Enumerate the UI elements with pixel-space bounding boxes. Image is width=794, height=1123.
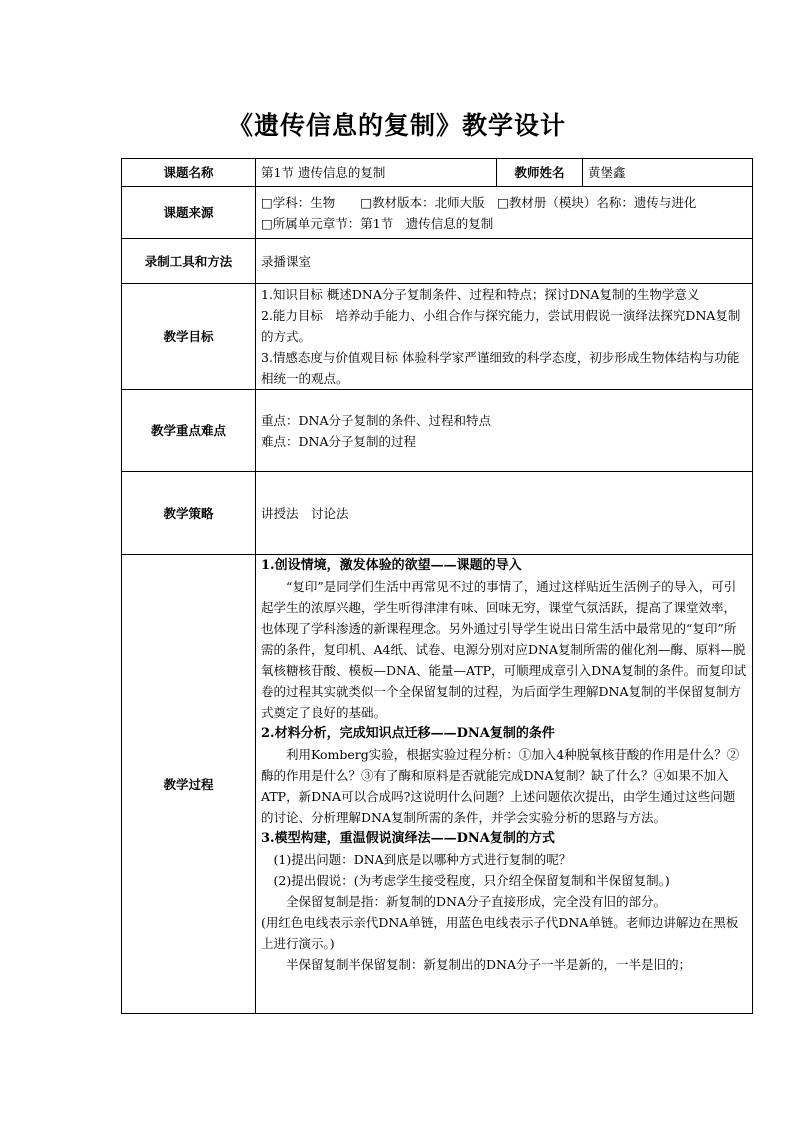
process-semi-conservative: 半保留复制半保留复制：新复制出的DNA分子一半是新的，一半是旧的； (286, 957, 691, 972)
source-value (256, 187, 753, 239)
row-strategy (122, 472, 753, 555)
strategy-label: 教学策略 (122, 472, 256, 555)
row-goals (122, 284, 753, 390)
row-process (122, 555, 753, 1014)
process-full-conservative: 全保留复制是指：新复制的DNA分子直接形成，完全没有旧的部分。 (286, 894, 666, 909)
row-source (122, 187, 753, 239)
strategy-value: 讲授法 讨论法 (256, 472, 753, 555)
process-paragraph-2: 利用Komberg实验，根据实验过程分析：①加入4种脱氧核苷酸的作用是什么？②酶的作用是什么？③有了酶和原料是否就能完成DNA复制？缺了什么？④如果不加入ATP，新DNA可以合成吗?这说明什么问题？上述问题依次提出，由学生通过这些问题的讨论、分析理解DNA复制所需的条件，并学会实验分析的思路与方法。 (261, 747, 740, 825)
process-demo-note: (用红色电线表示亲代DNA单链，用蓝色电线表示子代DNA单链。老师边讲解边在黑板上进行演示。) (261, 915, 739, 951)
process-heading-3: 3.模型构建，重温假说演绎法——DNA复制的方式 (261, 831, 555, 846)
teacher-value: 黄堡鑫 (583, 159, 753, 187)
keypoint-text: 重点：DNA分子复制的条件、过程和特点 (261, 412, 491, 428)
process-question: (1)提出问题：DNA到底是以哪种方式进行复制的呢？ (273, 852, 572, 867)
process-heading-2: 2.材料分析，完成知识点迁移——DNA复制的条件 (261, 726, 555, 741)
process-paragraph-1: “复印”是同学们生活中再常见不过的事情了，通过这样贴近生活例子的导入，可引起学生的浓厚兴趣，学生听得津津有味、回味无穷，课堂气氛活跃，提高了课堂效率，也体现了学科渗透的新课程理念。另外通过引导学生说出日常生活中最常见的“复印”所需的条件，复印机、A4纸、试卷、电源分别对应DNA复制所需的催化剂—酶、原料—脱氧核糖核苷酸、模板—DNA、能量—ATP，可顺理成章引入DNA复制的条件。而复印试卷的过程其实就类似一个全保留复制的过程，为后面学生理解DNA复制的半保留复制方式奠定了良好的基础。 (261, 579, 747, 720)
process-value (256, 555, 753, 1014)
keypoints-label: 教学重点难点 (122, 390, 256, 472)
row-tools (122, 239, 753, 284)
row-course-name (122, 159, 753, 187)
source-label: 课题来源 (122, 187, 256, 239)
teacher-label: 教师姓名 (497, 159, 583, 187)
course-name-label: 课题名称 (122, 159, 256, 187)
tools-label: 录制工具和方法 (122, 239, 256, 284)
document-title: 《遗传信息的复制》教学设计 (227, 111, 566, 140)
goals-label: 教学目标 (122, 284, 256, 390)
difficulty-text: 难点：DNA分子复制的过程 (261, 433, 416, 449)
source-line-1: □学科：生物 □教材版本：北师大版 □教材册（模块）名称：遗传与进化 (261, 194, 697, 210)
process-label: 教学过程 (122, 555, 256, 1014)
course-name-value: 第1节 遗传信息的复制 (256, 159, 497, 187)
process-heading-1: 1.创设情境，激发体验的欲望——课题的导入 (261, 558, 522, 573)
source-line-2: □所属单元章节：第1节 遗传信息的复制 (261, 215, 494, 231)
tools-value: 录播课室 (256, 239, 753, 284)
process-hypothesis: (2)提出假说：(为考虑学生接受程度，只介绍全保留复制和半保留复制。) (273, 873, 670, 888)
goal-knowledge: 1.知识目标 概述DNA分子复制条件、过程和特点；探讨DNA复制的生物学意义 (261, 287, 700, 302)
goal-ability: 2.能力目标 培养动手能力、小组合作与探究能力，尝试用假说一演绎法探究DNA复制的方式。 (261, 308, 741, 344)
goals-value (256, 284, 753, 390)
goal-attitude: 3.情感态度与价值观目标 体验科学家严谨细致的科学态度，初步形成生物体结构与功能相统一的观点。 (261, 350, 740, 386)
lesson-plan-table (121, 158, 753, 1014)
row-keypoints (122, 390, 753, 472)
keypoints-value (256, 390, 753, 472)
